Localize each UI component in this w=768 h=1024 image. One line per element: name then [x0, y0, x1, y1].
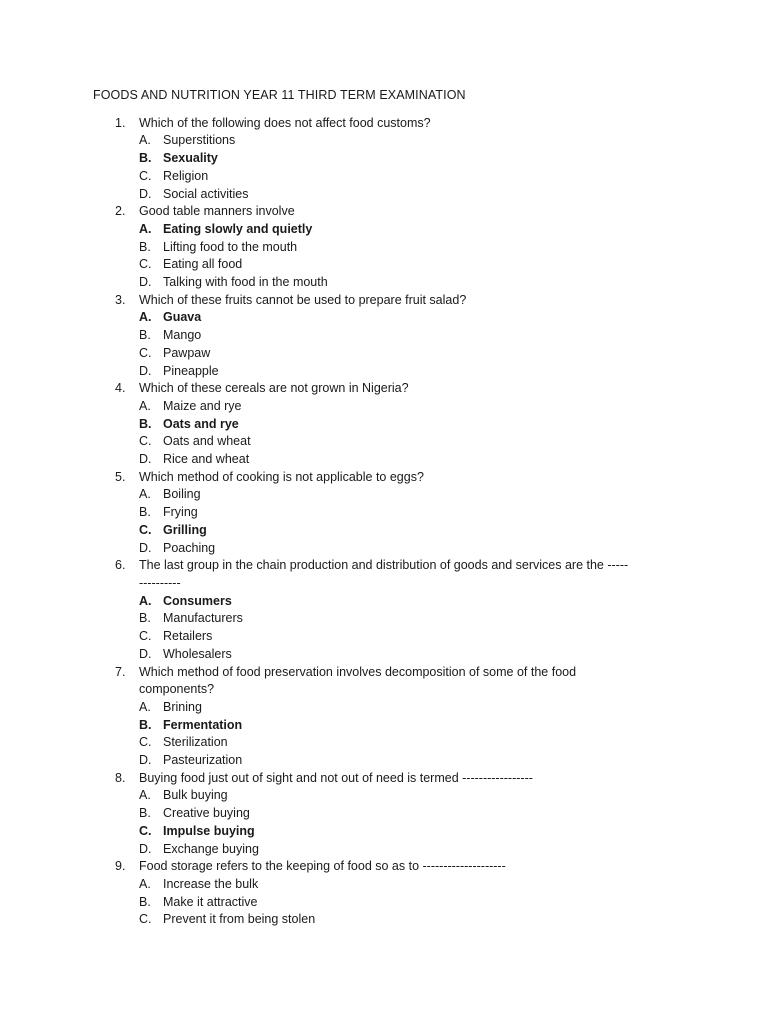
- option-item: [139, 504, 708, 522]
- option-item: [139, 894, 708, 912]
- question-item: [93, 292, 708, 381]
- option-text: Pawpaw: [163, 345, 211, 360]
- option-text: Boiling: [163, 487, 201, 502]
- option-item: [139, 805, 708, 823]
- question-number: 8.: [115, 770, 126, 785]
- question-item: [93, 664, 708, 770]
- option-letter: C.: [139, 522, 152, 537]
- option-letter: A.: [139, 876, 151, 891]
- option-letter: D.: [139, 540, 152, 555]
- question-number: 9.: [115, 859, 126, 874]
- question-item: [93, 203, 708, 292]
- option-letter: C.: [139, 168, 152, 183]
- option-letter: C.: [139, 823, 152, 838]
- option-item: [139, 841, 708, 859]
- option-item: [139, 239, 708, 257]
- question-text: Food storage refers to the keeping of food so as to --------------------: [139, 859, 506, 874]
- option-item: [139, 787, 708, 805]
- option-item: [139, 646, 708, 664]
- option-item: [139, 911, 708, 929]
- option-letter: C.: [139, 434, 152, 449]
- question-list: [93, 115, 708, 929]
- option-text: Guava: [163, 310, 202, 325]
- option-item: [139, 363, 708, 381]
- option-text: Impulse buying: [163, 823, 255, 838]
- question-number: 4.: [115, 381, 126, 396]
- option-letter: C.: [139, 735, 152, 750]
- option-text: Prevent it from being stolen: [163, 912, 316, 927]
- question-item: [93, 858, 708, 929]
- option-text: Maize and rye: [163, 398, 242, 413]
- option-text: Exchange buying: [163, 841, 259, 856]
- question-text: Which of these fruits cannot be used to prepare fruit salad?: [139, 292, 467, 307]
- question-number: 1.: [115, 115, 126, 130]
- option-letter: D.: [139, 363, 152, 378]
- option-item: [139, 433, 708, 451]
- option-item: [139, 451, 708, 469]
- option-letter: D.: [139, 186, 152, 201]
- option-letter: B.: [139, 806, 151, 821]
- option-letter: D.: [139, 275, 152, 290]
- option-letter: B.: [139, 416, 152, 431]
- option-letter: C.: [139, 912, 152, 927]
- question-text: Buying food just out of sight and not out of need is termed -----------------: [139, 770, 533, 785]
- option-item: [139, 876, 708, 894]
- option-text: Talking with food in the mouth: [163, 275, 328, 290]
- option-letter: A.: [139, 310, 152, 325]
- option-letter: A.: [139, 133, 151, 148]
- option-text: Pasteurization: [163, 753, 243, 768]
- option-text: Make it attractive: [163, 894, 258, 909]
- option-text: Retailers: [163, 629, 213, 644]
- option-letter: B.: [139, 328, 151, 343]
- option-letter: D.: [139, 646, 152, 661]
- option-text: Wholesalers: [163, 646, 232, 661]
- option-item: [139, 168, 708, 186]
- option-item: [139, 132, 708, 150]
- option-letter: C.: [139, 345, 152, 360]
- option-list: [139, 486, 708, 557]
- option-text: Rice and wheat: [163, 452, 250, 467]
- option-list: [139, 309, 708, 380]
- option-item-correct: [139, 717, 708, 735]
- option-item: [139, 752, 708, 770]
- option-text: Poaching: [163, 540, 216, 555]
- question-item: [93, 115, 708, 204]
- question-text: Which of the following does not affect food customs?: [139, 115, 431, 130]
- question-text: Which method of cooking is not applicable to eggs?: [139, 469, 424, 484]
- page-title: FOODS AND NUTRITION YEAR 11 THIRD TERM EXAMINATION: [93, 88, 466, 102]
- question-number: 6.: [115, 558, 126, 573]
- question-text: Which of these cereals are not grown in Nigeria?: [139, 381, 409, 396]
- option-item-correct: [139, 522, 708, 540]
- question-number: 7.: [115, 664, 126, 679]
- option-letter: C.: [139, 629, 152, 644]
- option-item: [139, 734, 708, 752]
- option-item-correct: [139, 221, 708, 239]
- option-text: Superstitions: [163, 133, 236, 148]
- option-item: [139, 327, 708, 345]
- question-text: Which method of food preservation involves decomposition of some of the food components?: [139, 664, 577, 697]
- option-text: Oats and wheat: [163, 434, 251, 449]
- option-text: Fermentation: [163, 717, 243, 732]
- option-letter: D.: [139, 452, 152, 467]
- option-text: Brining: [163, 699, 202, 714]
- option-list: [139, 593, 708, 664]
- option-list: [139, 699, 708, 770]
- option-letter: B.: [139, 505, 151, 520]
- option-text: Oats and rye: [163, 416, 239, 431]
- option-text: Creative buying: [163, 806, 250, 821]
- option-letter: A.: [139, 221, 152, 236]
- option-item: [139, 274, 708, 292]
- option-text: Frying: [163, 505, 198, 520]
- option-item: [139, 345, 708, 363]
- option-item-correct: [139, 150, 708, 168]
- option-text: Eating all food: [163, 257, 243, 272]
- option-text: Mango: [163, 328, 202, 343]
- question-item: [93, 469, 708, 558]
- question-number: 5.: [115, 469, 126, 484]
- option-text: Pineapple: [163, 363, 219, 378]
- option-item: [139, 610, 708, 628]
- option-text: Religion: [163, 168, 209, 183]
- option-item: [139, 628, 708, 646]
- option-text: Sexuality: [163, 151, 218, 166]
- option-letter: D.: [139, 841, 152, 856]
- option-item-correct: [139, 593, 708, 611]
- option-text: Lifting food to the mouth: [163, 239, 298, 254]
- option-text: Sterilization: [163, 735, 228, 750]
- option-item: [139, 699, 708, 717]
- option-item-correct: [139, 823, 708, 841]
- option-text: Increase the bulk: [163, 876, 259, 891]
- option-list: [139, 221, 708, 292]
- option-text: Grilling: [163, 522, 207, 537]
- option-text: Consumers: [163, 593, 232, 608]
- option-item: [139, 540, 708, 558]
- option-text: Manufacturers: [163, 611, 243, 626]
- option-item-correct: [139, 309, 708, 327]
- question-item: [93, 770, 708, 859]
- option-letter: B.: [139, 894, 151, 909]
- option-item: [139, 186, 708, 204]
- option-list: [139, 876, 708, 929]
- question-text: Good table manners involve: [139, 204, 295, 219]
- question-text: The last group in the chain production and distribution of goods and services are the ---------------: [139, 558, 629, 590]
- option-letter: C.: [139, 257, 152, 272]
- option-letter: A.: [139, 593, 152, 608]
- option-letter: A.: [139, 487, 151, 502]
- option-letter: B.: [139, 717, 152, 732]
- question-number: 2.: [115, 204, 126, 219]
- option-text: Eating slowly and quietly: [163, 221, 313, 236]
- option-text: Bulk buying: [163, 788, 228, 803]
- option-letter: A.: [139, 788, 151, 803]
- option-letter: A.: [139, 398, 151, 413]
- option-letter: A.: [139, 699, 151, 714]
- option-letter: B.: [139, 151, 152, 166]
- option-list: [139, 787, 708, 858]
- question-item: [93, 557, 708, 663]
- option-letter: D.: [139, 753, 152, 768]
- option-list: [139, 398, 708, 469]
- question-number: 3.: [115, 292, 126, 307]
- option-list: [139, 132, 708, 203]
- option-letter: B.: [139, 239, 151, 254]
- option-item: [139, 486, 708, 504]
- option-item: [139, 256, 708, 274]
- option-text: Social activities: [163, 186, 249, 201]
- option-item-correct: [139, 416, 708, 434]
- question-item: [93, 380, 708, 469]
- option-letter: B.: [139, 611, 151, 626]
- option-item: [139, 398, 708, 416]
